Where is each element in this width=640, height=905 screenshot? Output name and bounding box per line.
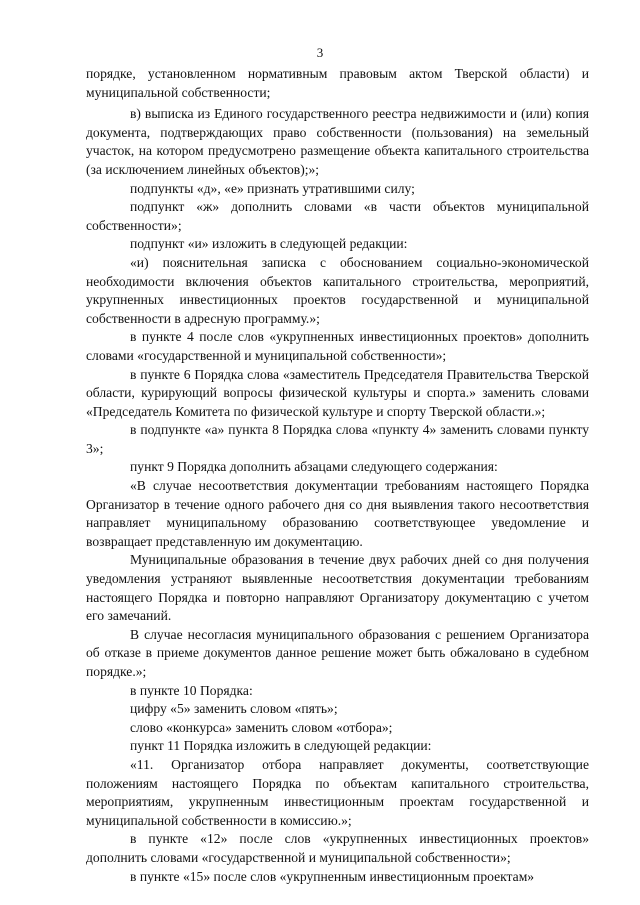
document-body bbox=[86, 65, 589, 886]
paragraph: подпункты «д», «е» признать утратившими силу; bbox=[130, 180, 415, 196]
paragraph: в подпункте «а» пункта 8 Порядка слова «пункту 4» заменить словами пункту 3»; bbox=[86, 422, 589, 456]
paragraph: слово «конкурса» заменить словом «отбора»; bbox=[130, 719, 393, 735]
paragraph: в пункте 10 Порядка: bbox=[130, 682, 253, 698]
paragraph: в) выписка из Единого государственного реестра недвижимости и (или) копия документа, подтверждающих право собственности (пользования) на земельный участок, на котором предусмотрено размещение объекта капитального строительства (за исключением линейных объектов);»; bbox=[86, 106, 589, 177]
page-number: 3 bbox=[316, 45, 324, 60]
paragraph: в пункте «15» после слов «укрупненным инвестиционным проектам» bbox=[130, 868, 535, 884]
paragraph: Муниципальные образования в течение двух рабочих дней со дня получения уведомления устраняют выявленные несоответствия документации требованиям настоящего Порядка и повторно направляют Организатору документацию с учетом его замечаний. bbox=[86, 552, 589, 624]
paragraph: в пункте 6 Порядка слова «заместитель Председателя Правительства Тверской области, курирующий вопросы физической культуры и спорта.» заменить словами «Председатель Комитета по физической культуре и спорту Тверской области.»; bbox=[86, 366, 589, 419]
paragraph: «В случае несоответствия документации требованиям настоящего Порядка Организатор в течение одного рабочего дня со дня выявления такого несоответствия направляет муниципальному образованию соответствующее уведомление и возвращает представленную им документацию. bbox=[86, 478, 589, 549]
paragraph: в пункте «12» после слов «укрупненных инвестиционных проектов» дополнить словами «государственной и муниципальной собственности»; bbox=[86, 831, 589, 865]
paragraph: подпункт «и» изложить в следующей редакции: bbox=[130, 236, 408, 252]
paragraph: подпункт «ж» дополнить словами «в части объектов муниципальной собственности»; bbox=[86, 199, 589, 233]
paragraph: «и) пояснительная записка с обоснованием социально-экономической необходимости включения объектов капитального строительства, мероприятий, укрупненных инвестиционных проектов государственной и муниципальной собственности в адресную программу.»; bbox=[86, 254, 589, 326]
paragraph: пункт 11 Порядка изложить в следующей редакции: bbox=[130, 738, 432, 754]
paragraph: пункт 9 Порядка дополнить абзацами следующего содержания: bbox=[130, 459, 498, 475]
paragraph: «11. Организатор отбора направляет документы, соответствующие положениям настоящего Порядка по объектам капитального строительства, мероприятиям, укрупненным инвестиционным проектам государственной и муниципальной собственности в комиссию.»; bbox=[86, 756, 589, 828]
paragraph: В случае несогласия муниципального образования с решением Организатора об отказе в приеме документов данное решение может быть обжаловано в судебном порядке.»; bbox=[86, 626, 589, 679]
paragraph: в пункте 4 после слов «укрупненных инвестиционных проектов» дополнить словами «государственной и муниципальной собственности»; bbox=[86, 329, 589, 363]
paragraph: порядке, установленном нормативным правовым актом Тверской области) и муниципальной собственности; bbox=[86, 66, 589, 100]
paragraph: цифру «5» заменить словом «пять»; bbox=[130, 701, 338, 717]
